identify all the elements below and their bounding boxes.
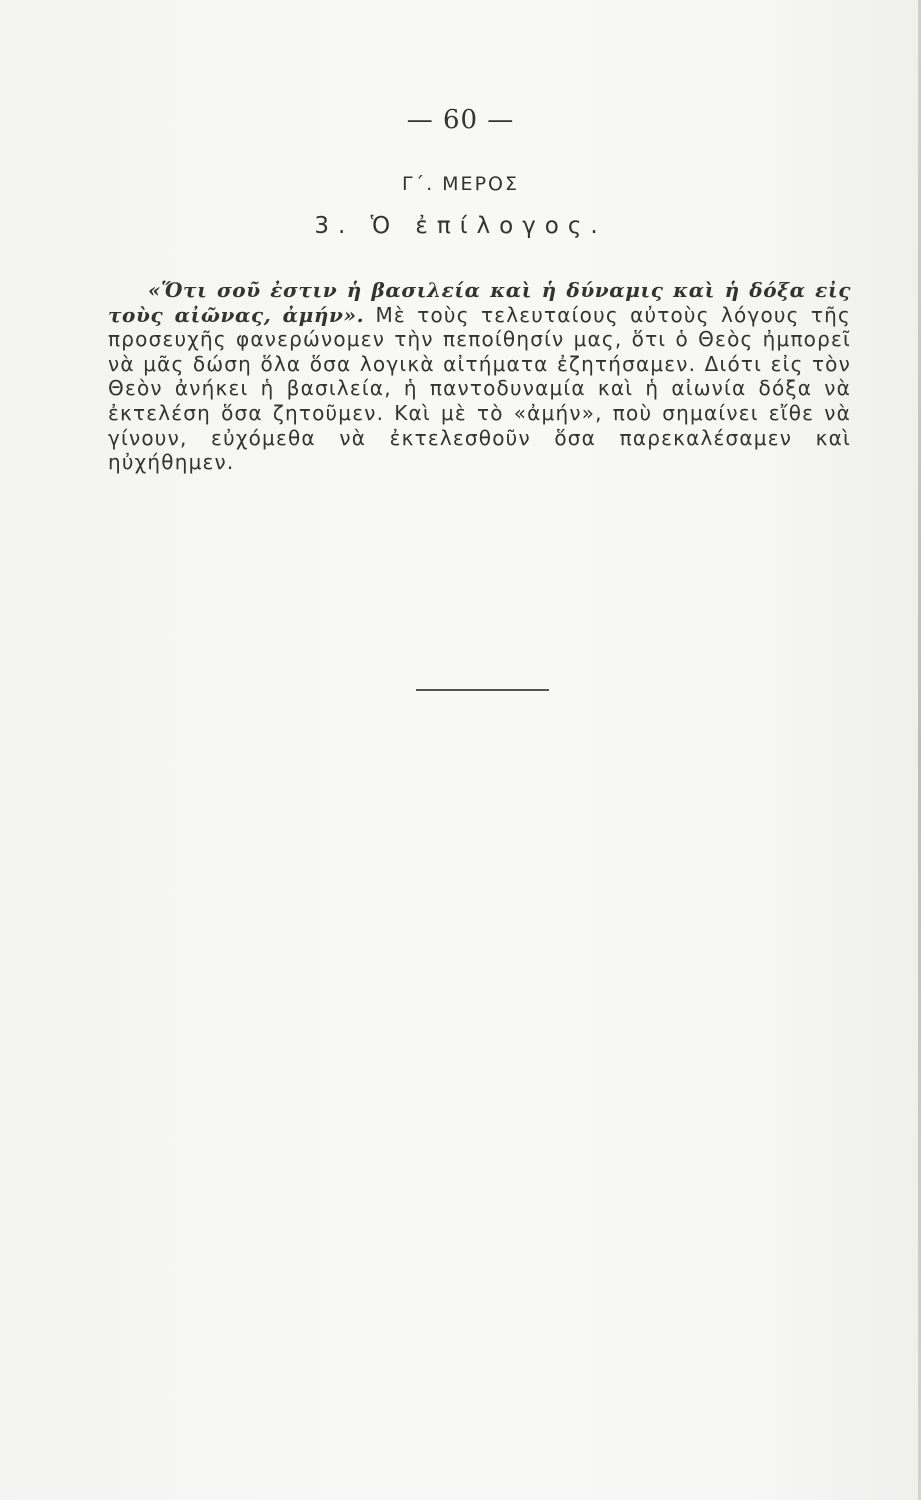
end-rule bbox=[416, 689, 549, 691]
paragraph-text: Μὲ τοὺς τελευταίους αὐτοὺς λόγους τῆς προσευχῆς φανερώνομεν τὴν πεποίθησίν μας, ὅτι ὁ Θεὸς ἠμπορεῖ νὰ μᾶς δώση ὅλα ὅσα λογικὰ αἰτήματα ἐζητήσαμεν. Διότι εἰς τὸν Θεὸν ἀνήκει ἡ βασιλεία, ἡ παντοδυναμία καὶ ἡ αἰωνία δόξα νὰ ἐκτελέση ὅσα ζητοῦμεν. Καὶ μὲ τὸ «ἀμήν», ποὺ σημαίνει εἴθε νὰ γίνουν, εὐχόμεθα νὰ ἐκτελεσθοῦν ὅσα παρεκαλέσαμεν καὶ ηὐχήθημεν. bbox=[108, 302, 851, 475]
section-title: 3. Ὁ ἐπίλογος. bbox=[314, 213, 607, 239]
page-number: — 60 — bbox=[406, 105, 515, 135]
prayer-quote: «Ὅτι σοῦ ἐστιν ἡ βασιλεία καὶ ἡ δύναμις καὶ ἡ δόξα εἰς τοὺς αἰῶνας, ἀμήν». bbox=[108, 278, 851, 327]
part-heading: Γ΄. ΜΕΡΟΣ bbox=[402, 173, 519, 195]
body-paragraph bbox=[108, 278, 851, 475]
